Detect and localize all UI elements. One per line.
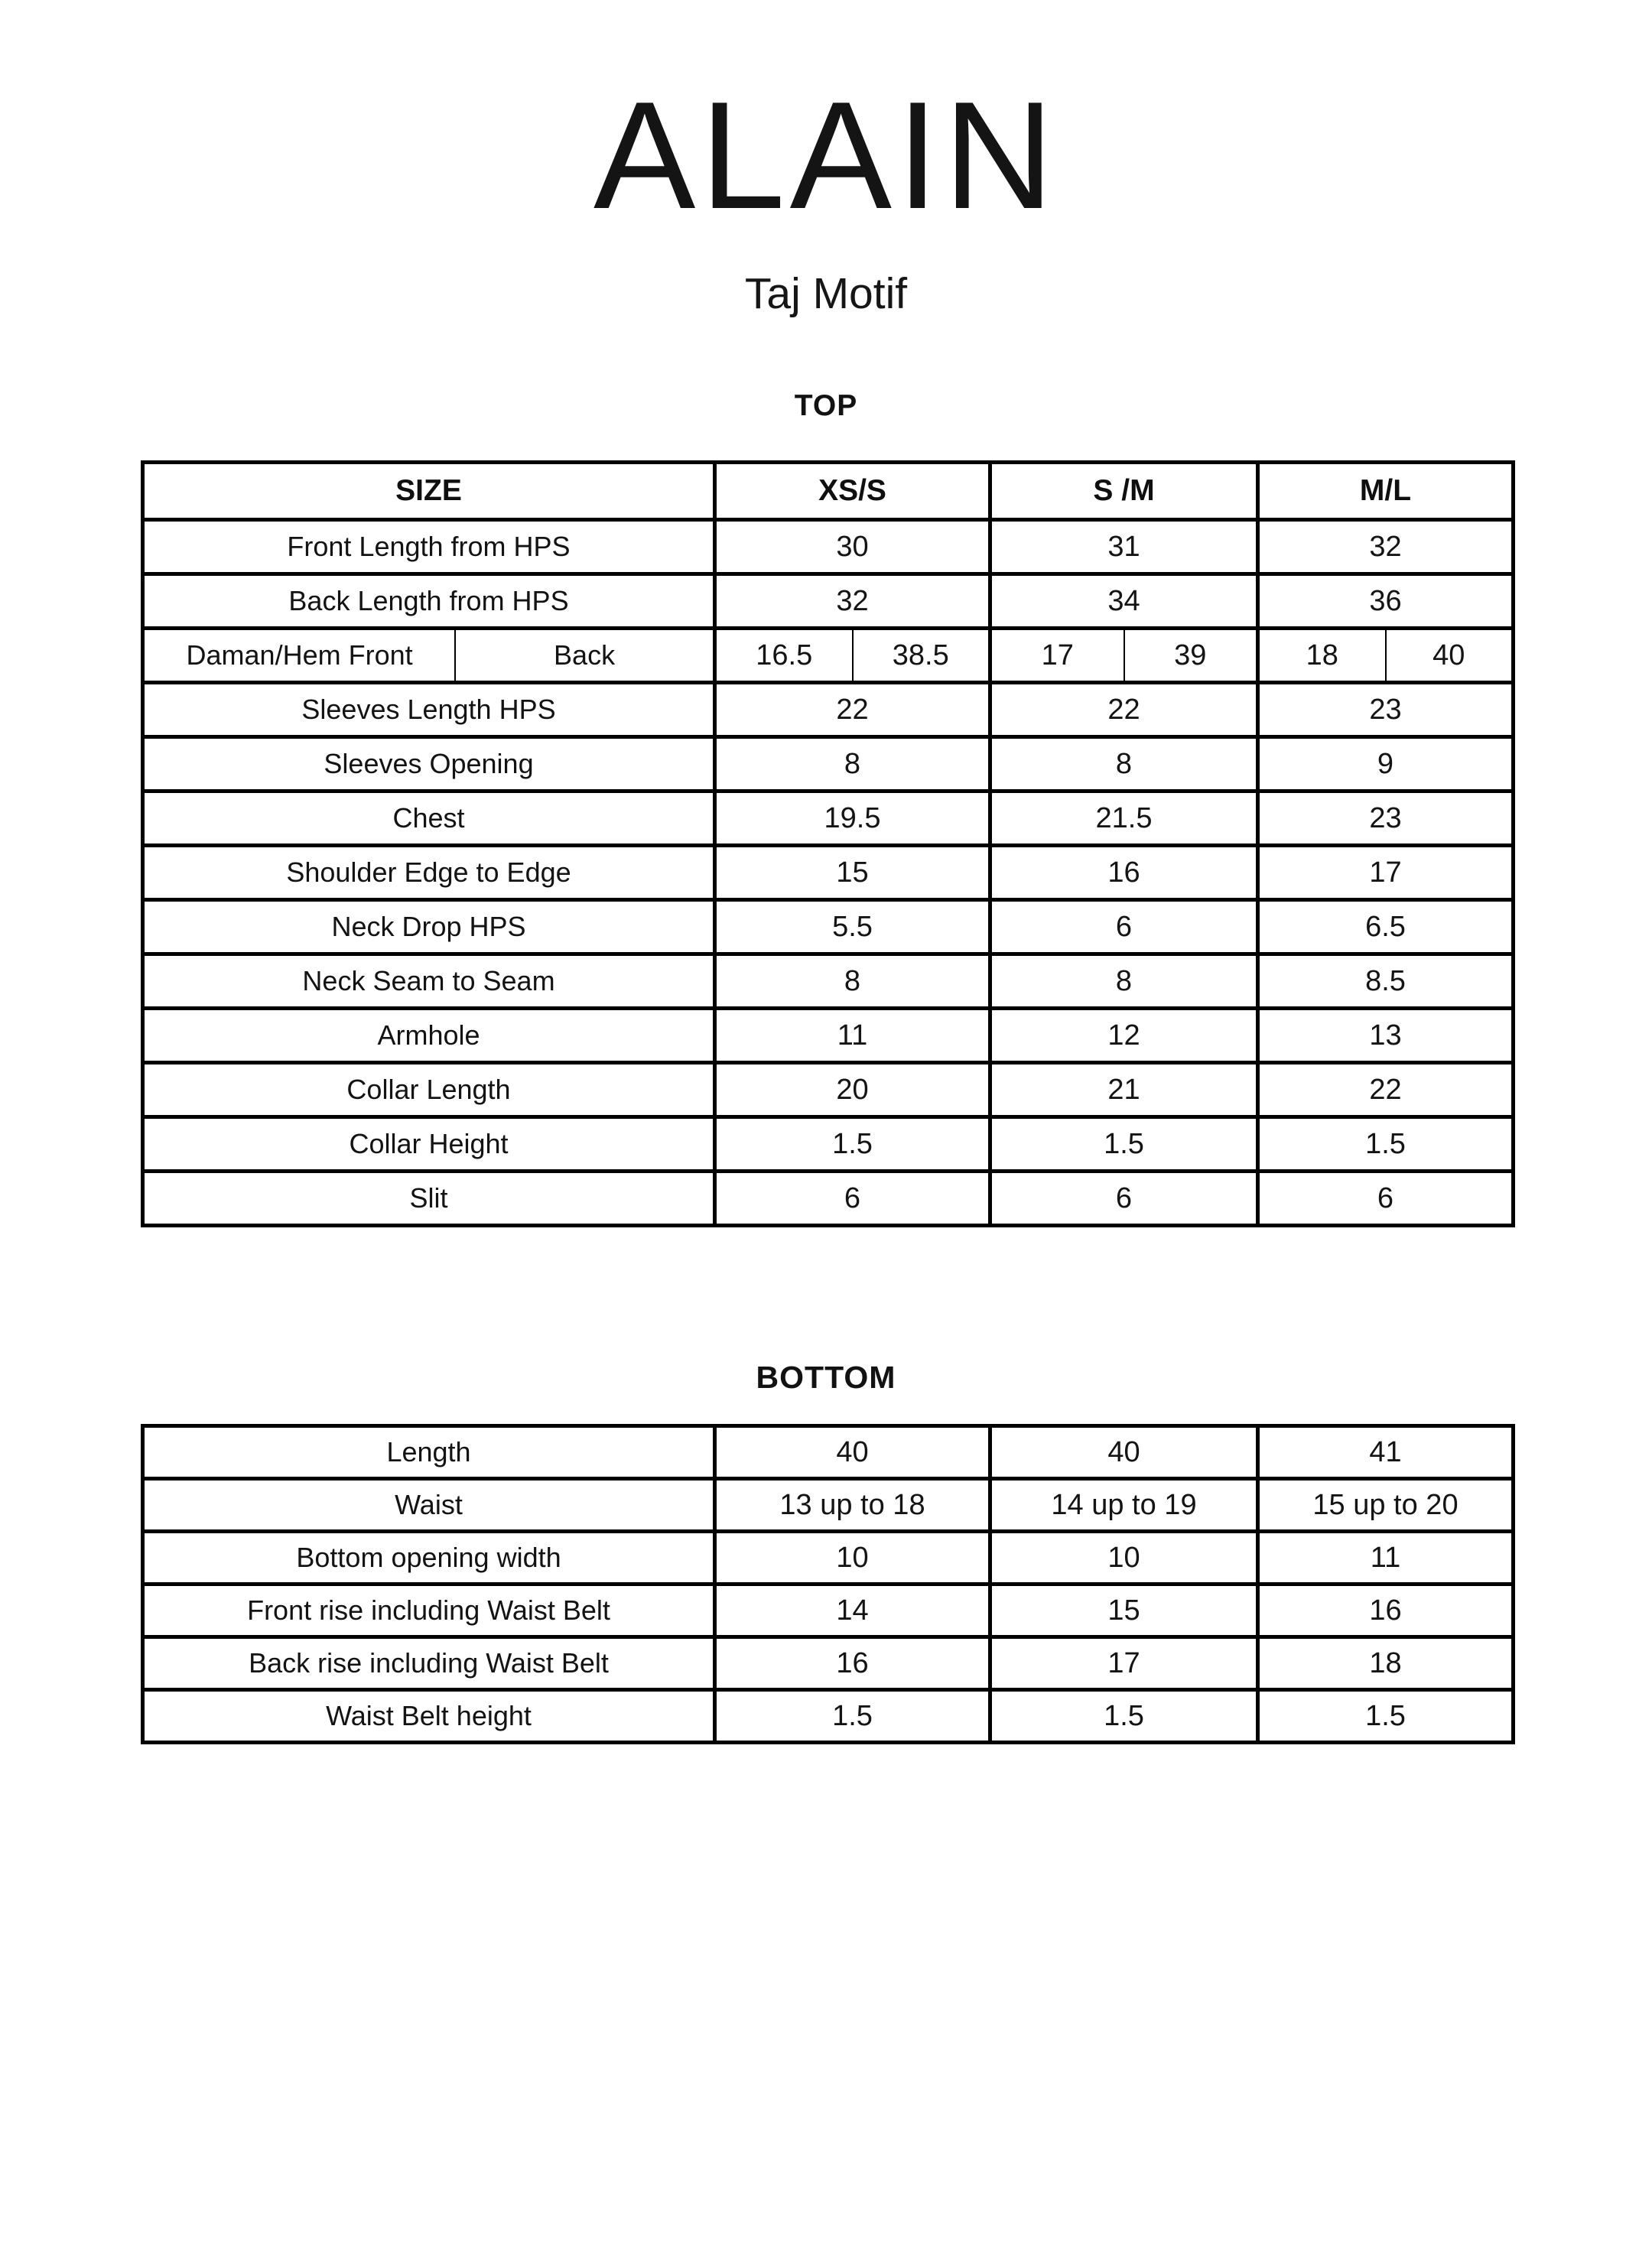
value-cell: 18 bbox=[1258, 1637, 1514, 1690]
bottom-size-table bbox=[141, 1424, 1515, 1744]
value-cell: 10 bbox=[990, 1532, 1258, 1585]
row-label: Neck Drop HPS bbox=[143, 900, 715, 954]
value-cell: 14 up to 19 bbox=[990, 1479, 1258, 1532]
row-label: Sleeves Opening bbox=[143, 737, 715, 791]
table-row-back-length bbox=[143, 574, 1514, 629]
value-cell: 41 bbox=[1258, 1426, 1514, 1479]
value-cell: 22 bbox=[990, 683, 1258, 737]
top-table-header-row bbox=[143, 463, 1514, 520]
value-cell: 36 bbox=[1258, 574, 1514, 629]
value-cell: 19.5 bbox=[715, 791, 990, 846]
hem-back-value: 40 bbox=[1432, 639, 1465, 671]
row-label: Front Length from HPS bbox=[143, 520, 715, 574]
row-label: Slit bbox=[143, 1172, 715, 1226]
top-size-table bbox=[141, 460, 1515, 1227]
value-cell: 40 bbox=[990, 1426, 1258, 1479]
value-cell: 21.5 bbox=[990, 791, 1258, 846]
size-col-header-s-m: S /M bbox=[990, 463, 1258, 520]
table-row-chest bbox=[143, 791, 1514, 846]
row-label: Length bbox=[143, 1426, 715, 1479]
table-row-collar-length bbox=[143, 1063, 1514, 1117]
row-label: Armhole bbox=[143, 1009, 715, 1063]
value-cell: 32 bbox=[1258, 520, 1514, 574]
hem-front-value: 18 bbox=[1260, 630, 1387, 681]
hem-value-cell-m-l bbox=[1258, 629, 1514, 683]
hem-back-value: 39 bbox=[1174, 639, 1207, 671]
table-row-sleeves-opening bbox=[143, 737, 1514, 791]
value-cell: 8 bbox=[990, 737, 1258, 791]
hem-front-value: 16.5 bbox=[717, 630, 854, 681]
value-cell: 15 bbox=[990, 1585, 1258, 1637]
table-row-length bbox=[143, 1426, 1514, 1479]
row-label: Shoulder Edge to Edge bbox=[143, 846, 715, 900]
value-cell: 34 bbox=[990, 574, 1258, 629]
value-cell: 6 bbox=[990, 1172, 1258, 1226]
row-label: Sleeves Length HPS bbox=[143, 683, 715, 737]
value-cell: 14 bbox=[715, 1585, 990, 1637]
product-title: Taj Motif bbox=[744, 269, 908, 318]
value-cell: 6.5 bbox=[1258, 900, 1514, 954]
table-row-neck-drop bbox=[143, 900, 1514, 954]
hem-front-label: Daman/Hem Front bbox=[145, 630, 456, 681]
value-cell: 1.5 bbox=[715, 1117, 990, 1172]
value-cell: 15 up to 20 bbox=[1258, 1479, 1514, 1532]
value-cell: 1.5 bbox=[990, 1117, 1258, 1172]
value-cell: 11 bbox=[715, 1009, 990, 1063]
value-cell: 22 bbox=[1258, 1063, 1514, 1117]
value-cell: 23 bbox=[1258, 791, 1514, 846]
table-row-front-length bbox=[143, 520, 1514, 574]
row-label: Bottom opening width bbox=[143, 1532, 715, 1585]
value-cell: 16 bbox=[990, 846, 1258, 900]
value-cell: 6 bbox=[990, 900, 1258, 954]
hem-label-cell bbox=[143, 629, 715, 683]
value-cell: 8.5 bbox=[1258, 954, 1514, 1009]
table-row-collar-height bbox=[143, 1117, 1514, 1172]
row-label: Back Length from HPS bbox=[143, 574, 715, 629]
value-cell: 20 bbox=[715, 1063, 990, 1117]
value-cell: 13 bbox=[1258, 1009, 1514, 1063]
value-cell: 1.5 bbox=[1258, 1117, 1514, 1172]
value-cell: 5.5 bbox=[715, 900, 990, 954]
value-cell: 40 bbox=[715, 1426, 990, 1479]
hem-back-label: Back bbox=[554, 639, 616, 671]
value-cell: 1.5 bbox=[1258, 1690, 1514, 1743]
value-cell: 16 bbox=[715, 1637, 990, 1690]
table-row-armhole bbox=[143, 1009, 1514, 1063]
table-row-waist bbox=[143, 1479, 1514, 1532]
value-cell: 17 bbox=[1258, 846, 1514, 900]
value-cell: 6 bbox=[715, 1172, 990, 1226]
value-cell: 8 bbox=[990, 954, 1258, 1009]
table-row-sleeves-length bbox=[143, 683, 1514, 737]
value-cell: 23 bbox=[1258, 683, 1514, 737]
table-row-front-rise bbox=[143, 1585, 1514, 1637]
value-cell: 17 bbox=[990, 1637, 1258, 1690]
value-cell: 21 bbox=[990, 1063, 1258, 1117]
table-row-neck-seam bbox=[143, 954, 1514, 1009]
table-row-waist-belt-height bbox=[143, 1690, 1514, 1743]
value-cell: 15 bbox=[715, 846, 990, 900]
hem-front-value: 17 bbox=[992, 630, 1125, 681]
row-label: Collar Length bbox=[143, 1063, 715, 1117]
value-cell: 9 bbox=[1258, 737, 1514, 791]
size-col-header-xs-s: XS/S bbox=[715, 463, 990, 520]
row-label: Waist Belt height bbox=[143, 1690, 715, 1743]
value-cell: 22 bbox=[715, 683, 990, 737]
row-label: Neck Seam to Seam bbox=[143, 954, 715, 1009]
value-cell: 10 bbox=[715, 1532, 990, 1585]
table-row-daman-hem bbox=[143, 629, 1514, 683]
value-cell: 8 bbox=[715, 737, 990, 791]
value-cell: 30 bbox=[715, 520, 990, 574]
value-cell: 1.5 bbox=[990, 1690, 1258, 1743]
table-row-shoulder bbox=[143, 846, 1514, 900]
table-row-bottom-opening bbox=[143, 1532, 1514, 1585]
value-cell: 1.5 bbox=[715, 1690, 990, 1743]
size-col-header-m-l: M/L bbox=[1258, 463, 1514, 520]
bottom-section-title: BOTTOM bbox=[756, 1360, 896, 1395]
value-cell: 16 bbox=[1258, 1585, 1514, 1637]
value-cell: 11 bbox=[1258, 1532, 1514, 1585]
table-row-back-rise bbox=[143, 1637, 1514, 1690]
row-label: Front rise including Waist Belt bbox=[143, 1585, 715, 1637]
top-section-title: TOP bbox=[794, 389, 858, 422]
brand-logo: ALAIN bbox=[593, 70, 1059, 241]
hem-value-cell-s-m bbox=[990, 629, 1258, 683]
value-cell: 31 bbox=[990, 520, 1258, 574]
size-header-cell: SIZE bbox=[143, 463, 715, 520]
value-cell: 13 up to 18 bbox=[715, 1479, 990, 1532]
table-row-slit bbox=[143, 1172, 1514, 1226]
row-label: Waist bbox=[143, 1479, 715, 1532]
row-label: Chest bbox=[143, 791, 715, 846]
value-cell: 8 bbox=[715, 954, 990, 1009]
value-cell: 12 bbox=[990, 1009, 1258, 1063]
value-cell: 6 bbox=[1258, 1172, 1514, 1226]
row-label: Back rise including Waist Belt bbox=[143, 1637, 715, 1690]
hem-back-value: 38.5 bbox=[892, 639, 949, 671]
value-cell: 32 bbox=[715, 574, 990, 629]
hem-value-cell-xs-s bbox=[715, 629, 990, 683]
row-label: Collar Height bbox=[143, 1117, 715, 1172]
